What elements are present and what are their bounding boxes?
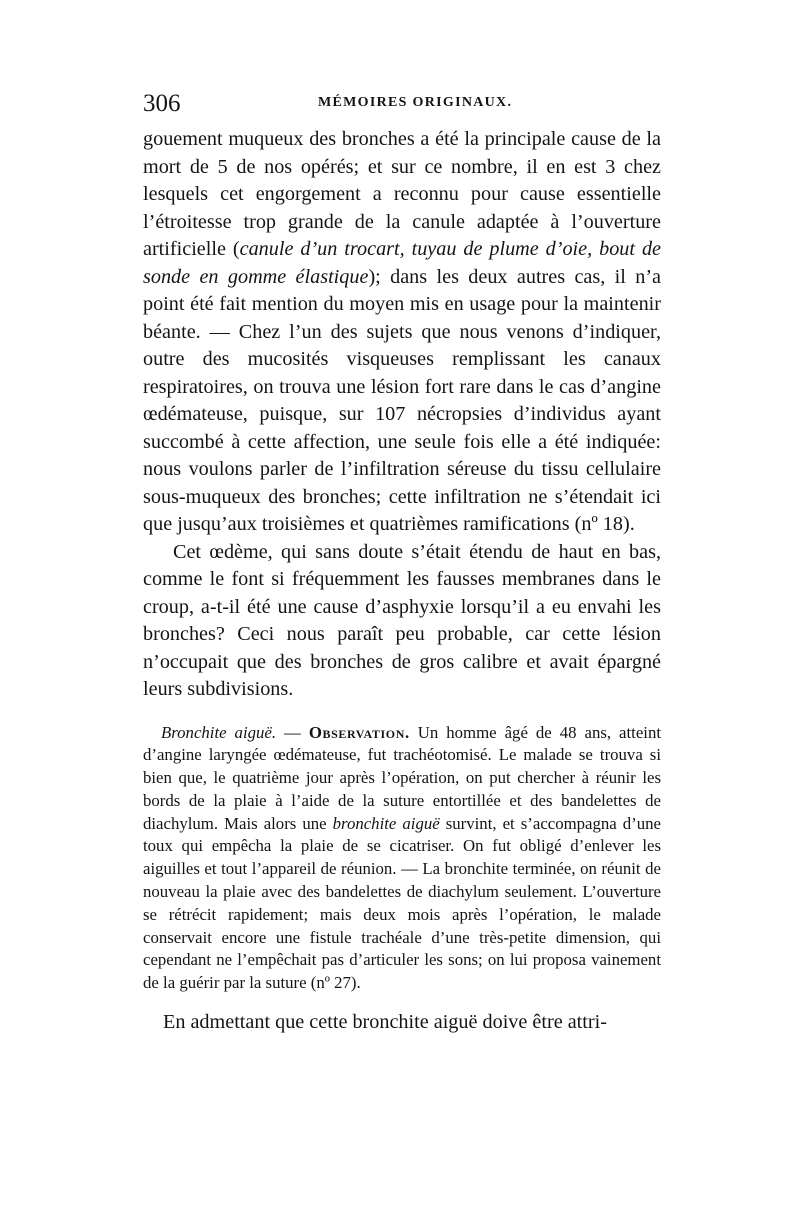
observation-block bbox=[143, 722, 661, 996]
paragraph-3-text: En admettant que cette bronchite aiguë doive être attri- bbox=[163, 1011, 607, 1034]
paragraph-1-text-b: ); dans les deux autres cas, il n’a point été fait mention du moyen mis en usage pour la maintenir béante. — Chez l’un des sujets que nous venons d’indiquer, outre des mucosités visqueuses remplissant les canaux respiratoires, on trouva une lésion fort rare dans le cas d’angine œdémateuse, puisque, sur 107 nécropsies d’individus ayant succombé à cette affection, une seule fois elle a été indiquée: nous voulons parler de l’infiltration séreuse du tissu cellulaire sous-muqueux des bronches; cette infiltration ne s’étendait ici que jusqu’aux troisièmes et quatrièmes ramifications (nº 18). bbox=[143, 265, 661, 535]
observation-text-a: Un homme âgé de 48 ans, atteint d’angine laryngée œdémateuse, fut trachéotomisé. Le malade se trouva si bien que, le quatrième jour après l’opération, on put chercher à réunir les bords de la plaie à l’aide de la suture entortillée et des bandelettes de diachylum. Mais alors une bbox=[143, 722, 661, 833]
running-head bbox=[143, 88, 661, 124]
paragraph-1-text-a: gouement muqueux des bronches a été la principale cause de la mort de 5 de nos opérés; et sur ce nombre, il en est 3 chez lesquels cet engorgement a reconnu pour cause essentielle l’étroitesse trop grande de la canule adaptée à l’ouverture artificielle ( bbox=[143, 128, 661, 260]
observation-text-b: survint, et s’accompagna d’une toux qui empêcha la plaie de se cicatriser. On fut obligé d’enlever les aiguilles et tout l’appareil de réunion. — La bronchite terminée, on réunit de nouveau la plaie avec des bandelettes de diachylum seulement. L’ouverture se rétrécit rapidement; mais deux mois après l’opération, le malade conservait encore une fistule trachéale d’une très-petite dimension, qui cependant ne l’empêchait pas d’articuler les sons; on lui proposa vainement de la guérir par la suture (nº 27). bbox=[143, 813, 661, 993]
paragraph-continuation bbox=[143, 126, 661, 539]
book-page bbox=[143, 88, 661, 1037]
observation-dash: — bbox=[276, 722, 309, 742]
paragraph-oedeme bbox=[143, 539, 661, 704]
paragraph-final bbox=[143, 1009, 661, 1037]
observation-label: Observation. bbox=[308, 722, 410, 742]
running-title: MÉMOIRES ORIGINAUX. bbox=[318, 95, 513, 110]
observation-italic-b: bronchite aiguë bbox=[332, 813, 440, 833]
paragraph-2-text: Cet œdème, qui sans doute s’était étendu de haut en bas, comme le font si fréquemment les fausses membranes dans le croup, a-t-il été une cause d’asphyxie lorsqu’il a eu envahi les bronches? Ceci nous paraît peu probable, car cette lésion n’occupait que des bronches de gros calibre et avait épargné leurs subdivisions. bbox=[143, 540, 661, 700]
page-number: 306 bbox=[143, 90, 181, 117]
observation-title: Bronchite aiguë. bbox=[161, 722, 277, 742]
paragraph-1-italic: canule d’un trocart, tuyau de plume d’oie, bout de sonde en gomme élastique bbox=[143, 238, 661, 288]
